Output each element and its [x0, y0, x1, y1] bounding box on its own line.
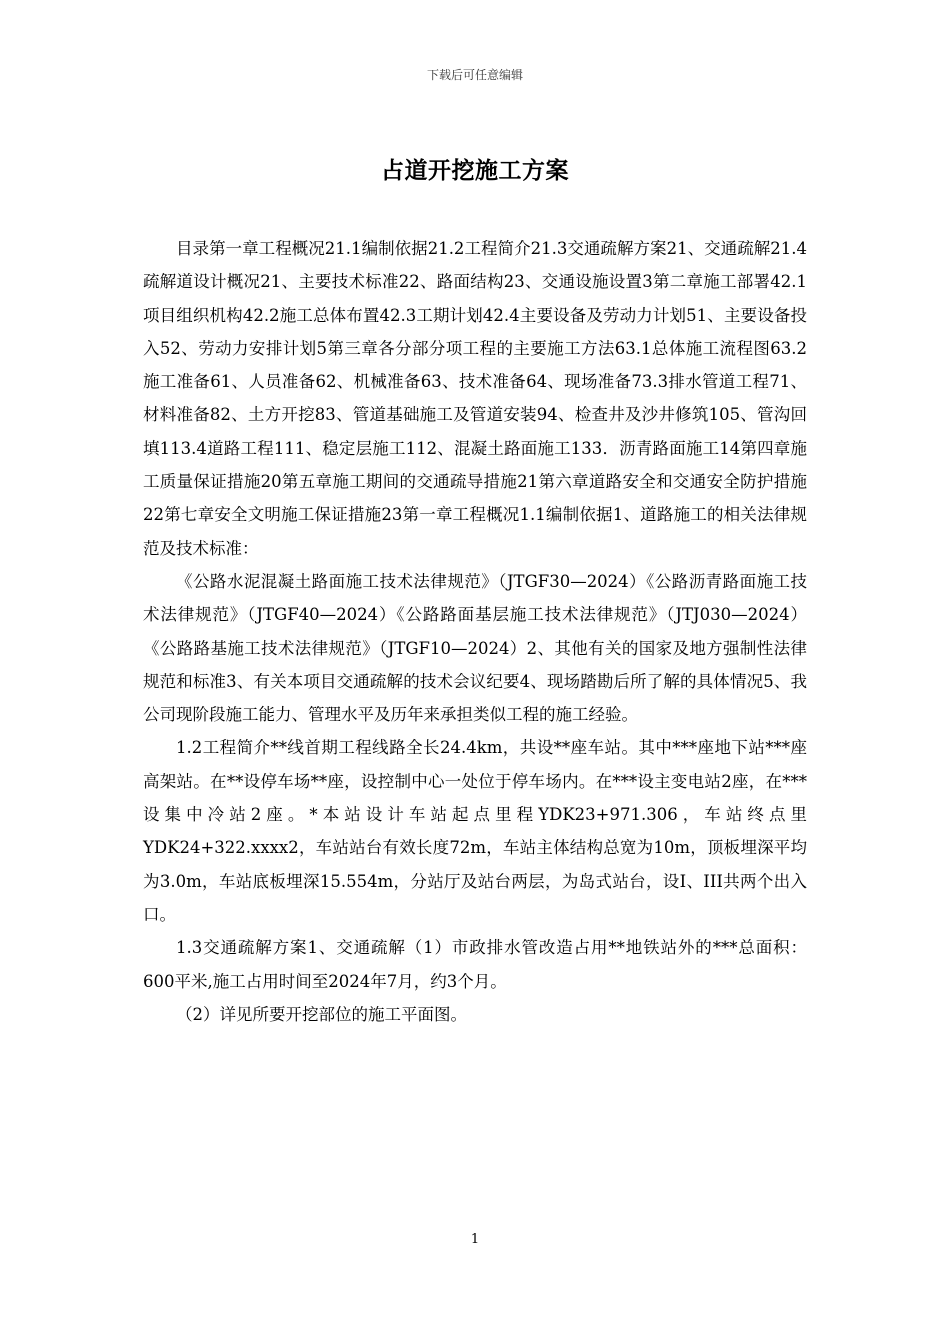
paragraph-project-overview: 1.2工程简介**线首期工程线路全长24.4km，共设**座车站。其中***座地下站***座高架站。在**设停车场**座，设控制中心一处位于停车场内。在***设主变电站2座，在***设集中冷站2座。*本站设计车站起点里程YDK23+971.306，车站终点里YDK24+322.xxxx2，车站站台有效长度72m，车站主体结构总宽为10m，顶板埋深平均为3.0m，车站底板埋深15.554m，分站厅及站台两层，为岛式站台，设I、III共两个出入口。 — [143, 738, 807, 924]
document-body — [143, 232, 807, 1031]
page-header-note: 下载后可任意编辑 — [426, 68, 523, 82]
paragraph-traffic-plan: 1.3交通疏解方案1、交通疏解（1）市政排水管改造占用**地铁站外的***总面积：600平米,施工占用时间至2024年7月，约3个月。 — [143, 938, 807, 991]
page-number: 1 — [470, 1232, 480, 1247]
paragraph-site-plan-note: （2）详见所要开挖部位的施工平面图。 — [176, 1004, 467, 1024]
page-title: 占道开挖施工方案 — [381, 158, 569, 184]
paragraph-table-of-contents: 目录第一章工程概况21.1编制依据21.2工程简介21.3交通疏解方案21、交通疏解21.4疏解道设计概况21、主要技术标准22、路面结构23、交通设施设置3第二章施工部署42.1项目组织机构42.2施工总体布置42.3工期计划42.4主要设备及劳动力计划51、主要设备投入52、劳动力安排计划5第三章各分部分项工程的主要施工方法63.1总体施工流程图63.2施工准备61、人员准备62、机械准备63、技术准备64、现场准备73.3排水管道工程71、材料准备82、土方开挖83、管道基础施工及管道安装94、检查井及沙井修筑105、管沟回填113.4道路工程111、稳定层施工112、混凝土路面施工133．沥青路面施工14第四章施工质量保证措施20第五章施工期间的交通疏导措施21第六章道路安全和交通安全防护措施22第七章安全文明施工保证措施23第一章工程概况1.1编制依据1、道路施工的相关法律规范及技术标准： — [143, 239, 807, 558]
paragraph-standards: 《公路水泥混凝土路面施工技术法律规范》（JTGF30—2024）《公路沥青路面施工技术法律规范》（JTGF40—2024）《公路路面基层施工技术法律规范》（JTJ030—2024）《公路路基施工技术法律规范》（JTGF10—2024）2、其他有关的国家及地方强制性法律规范和标准3、有关本项目交通疏解的技术会议纪要4、现场踏勘后所了解的具体情况5、我公司现阶段施工能力、管理水平及历年来承担类似工程的施工经验。 — [143, 571, 807, 725]
